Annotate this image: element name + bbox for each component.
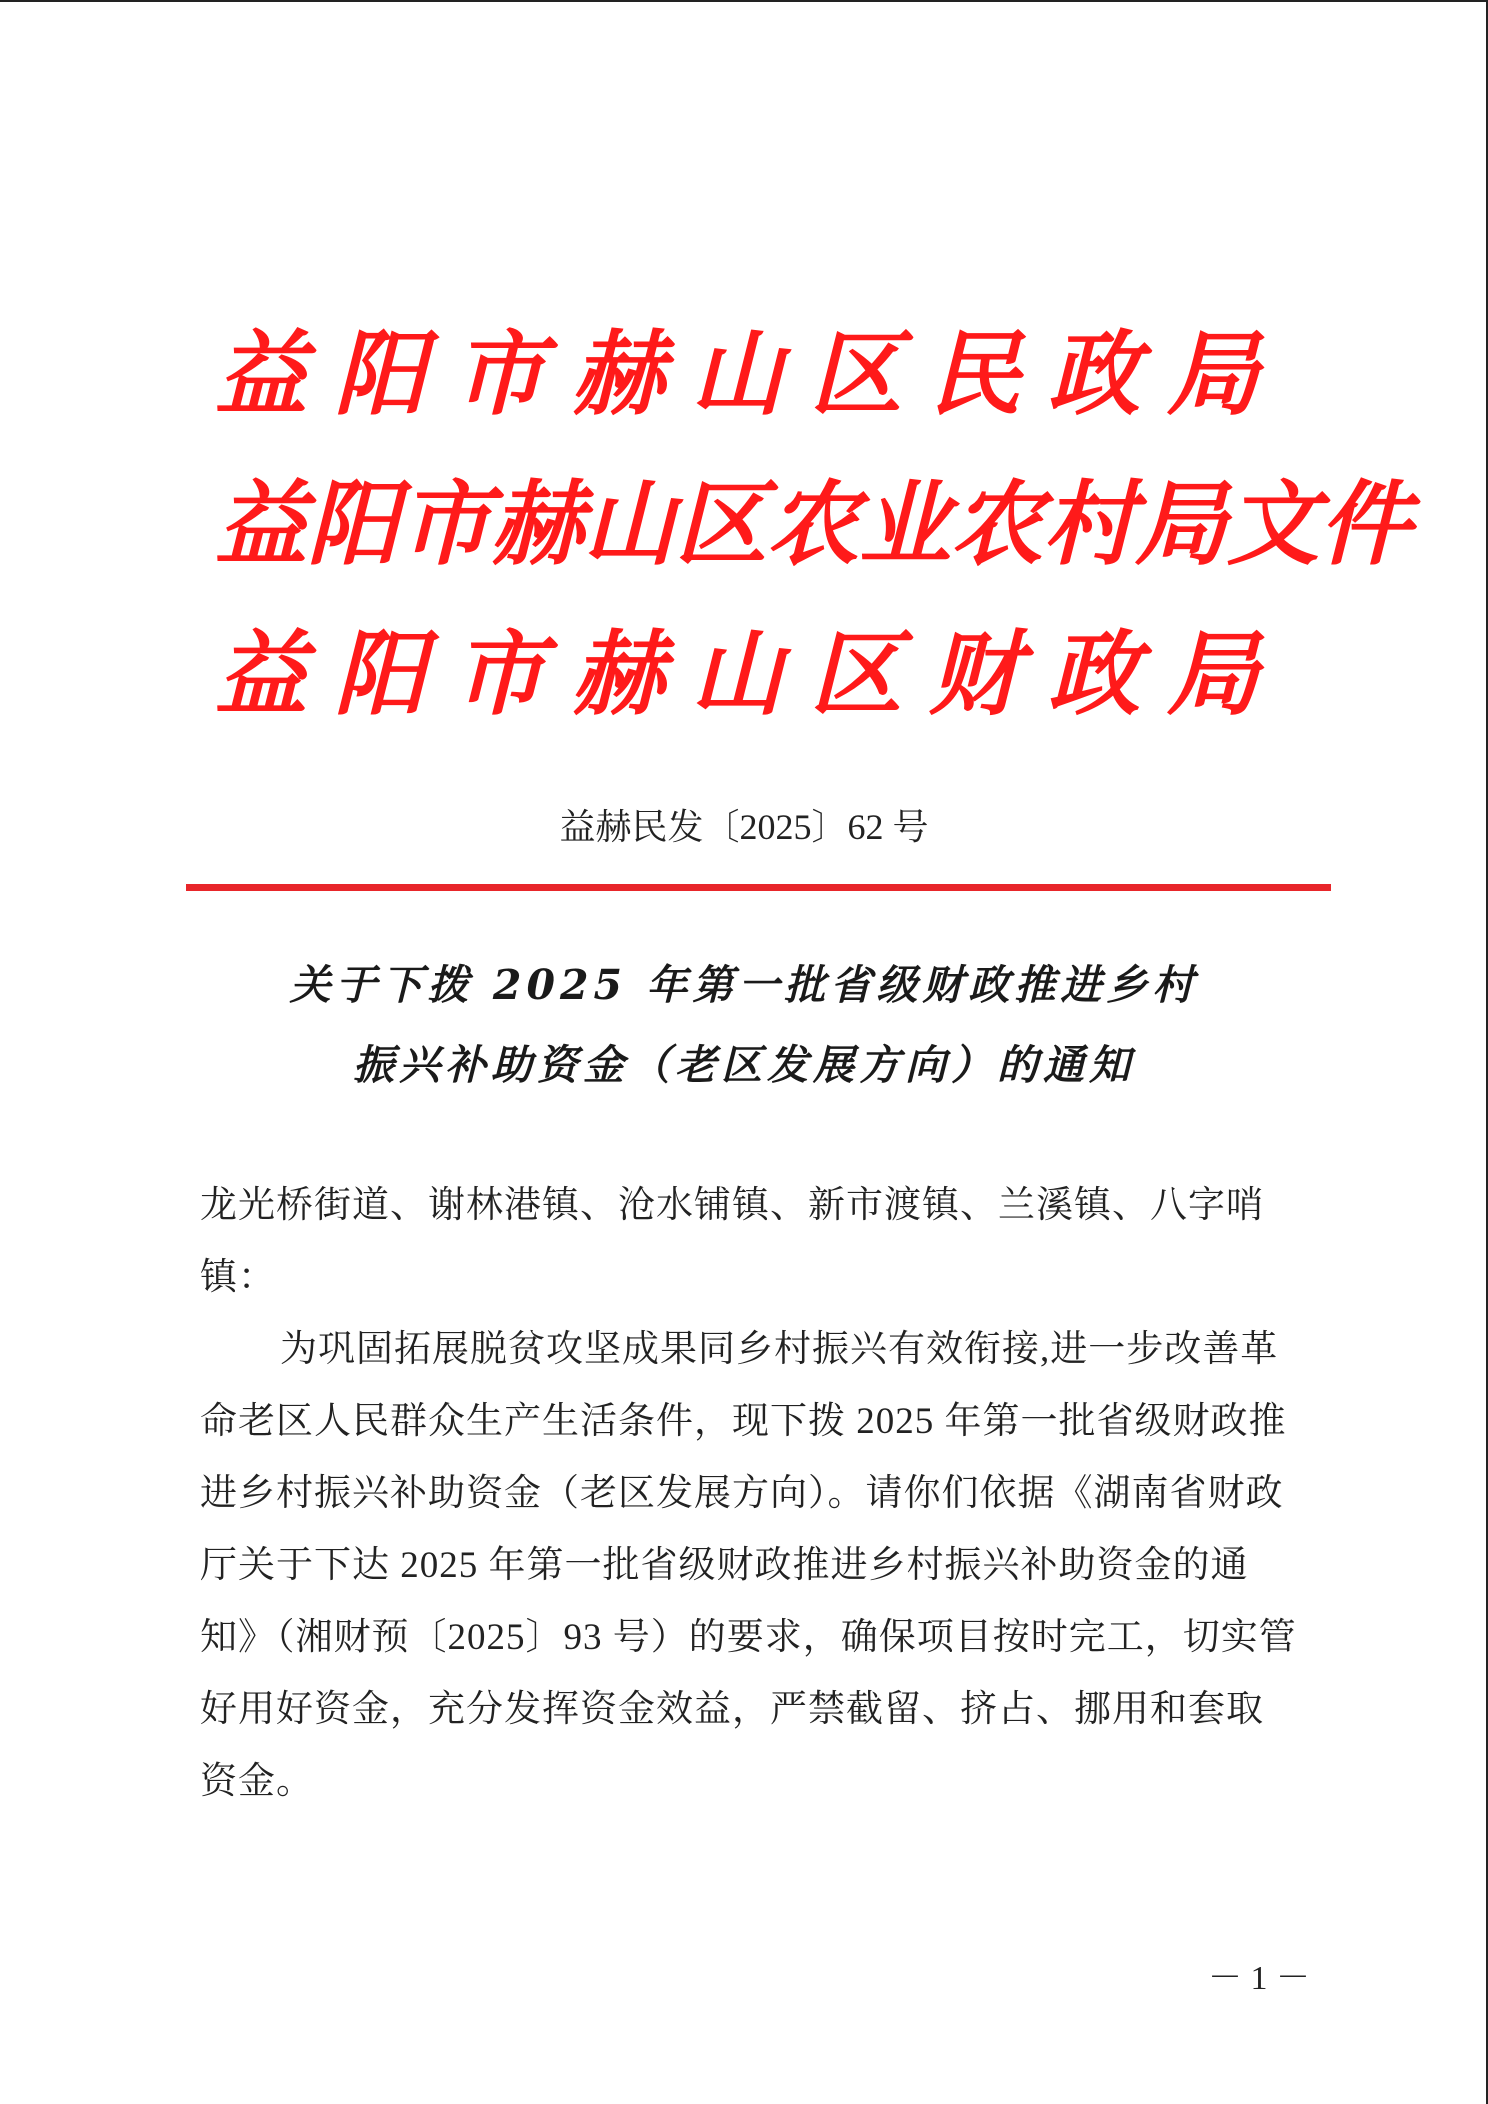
red-header-rule xyxy=(186,884,1331,891)
document-title-line-2: 振兴补助资金（老区发展方向）的通知 xyxy=(353,1041,1135,1089)
page-number: － 1 － xyxy=(1208,1960,1310,1997)
document-number: 益赫民发〔2025〕62 号 xyxy=(559,807,929,847)
issuer-agriculture-rural-bureau: 益阳市赫山区农业农村局文件 xyxy=(215,470,1412,578)
document-title-line-1: 关于下拨 2025 年第一批省级财政推进乡村 xyxy=(289,961,1199,1009)
issuer-civil-affairs-bureau: 益阳市赫山区民政局 xyxy=(215,320,1287,428)
body-paragraph: 为巩固拓展脱贫攻坚成果同乡村振兴有效衔接,进一步改善革命老区人民群众生产生活条件，现下拨 2025 年第一批省级财政推进乡村振兴补助资金（老区发展方向）。请你们依据《湖南省财政厅关于下达 2025 年第一批省级财政推进乡村振兴补助资金的通知》（湘财预〔2025〕93 号）的要求，确保项目按时完工，切实管好用好资金，充分发挥资金效益，严禁截留、挤占、挪用和套取资金。 xyxy=(200,1329,1297,1802)
addressee: 龙光桥街道、谢林港镇、沧水铺镇、新市渡镇、兰溪镇、八字哨镇： xyxy=(200,1185,1264,1298)
issuer-finance-bureau: 益阳市赫山区财政局 xyxy=(215,620,1287,728)
